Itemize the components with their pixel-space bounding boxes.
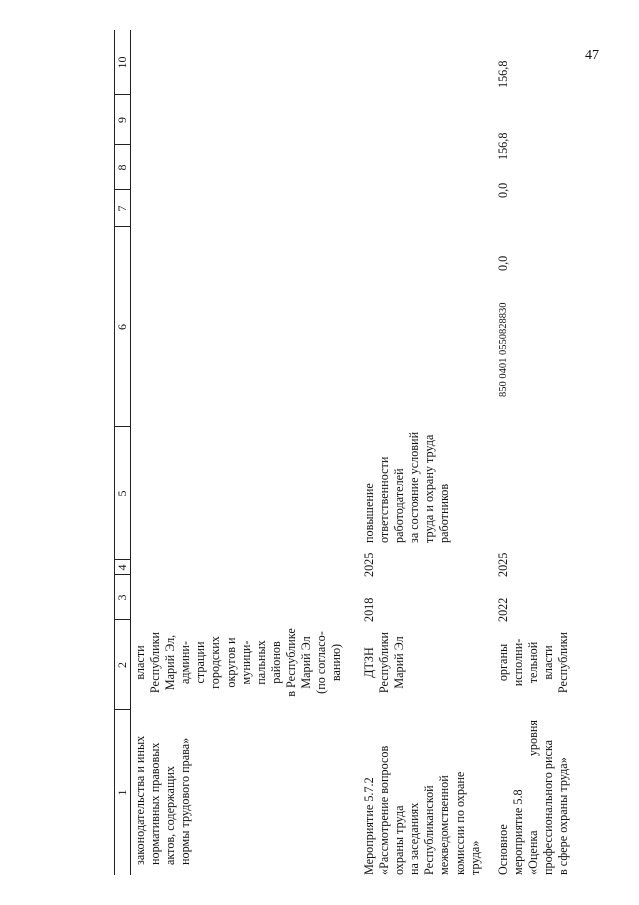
row-c-col10: 156,8 (496, 60, 510, 88)
header-col-2: 2 (115, 662, 129, 668)
row-c-col6: 850 0401 0550828830 (498, 302, 509, 397)
header-col-1: 1 (115, 789, 129, 796)
row-c-col3: 2022 (496, 597, 510, 622)
row-c-col1: Основное мероприятие 5.8 «Оценка уровня профессионального риска в сфере охраны труда» (496, 720, 571, 875)
header-col-4: 4 (115, 564, 129, 571)
header-col-3: 3 (115, 594, 129, 601)
row-b-col2: ДТЗН Республики Марий Эл (362, 631, 407, 694)
row-c-col2: органы исполни- тельной власти Республики (496, 631, 571, 694)
header-col-7: 7 (115, 205, 129, 212)
row-b-col3: 2018 (362, 597, 376, 622)
row-c-col4: 2025 (496, 552, 510, 577)
header-col-10: 10 (115, 56, 129, 69)
header-col-8: 8 (115, 164, 129, 171)
row-b-col4: 2025 (362, 552, 376, 577)
row-b-col1: Мероприятие 5.7.2 «Рассмотрение вопросов охраны труда на заседаниях Республиканской межведомственной комиссии по охране труда» (362, 745, 482, 875)
row-c-col7: 0,0 (496, 255, 510, 271)
row-c-col8: 0,0 (496, 182, 510, 198)
row-c-col9: 156,8 (496, 132, 510, 160)
page-number: 47 (585, 48, 599, 63)
row-b-col5: повышение ответственности работодателей за состояние условий труда и охрану труда работников (362, 431, 452, 543)
header-bottom-rule (130, 30, 131, 875)
header-col-5: 5 (115, 490, 129, 497)
header-col-9: 9 (115, 117, 129, 123)
row-a-col2: власти Республики Марий Эл, админи- страции городских округов и муници- пальных районов в Республике Марий Эл (по согласо- ванию) (133, 628, 344, 697)
header-col-6: 6 (115, 324, 129, 330)
row-a-col1: законодательства и иных нормативных правовых актов, содержащих нормы трудового права» (133, 735, 193, 865)
